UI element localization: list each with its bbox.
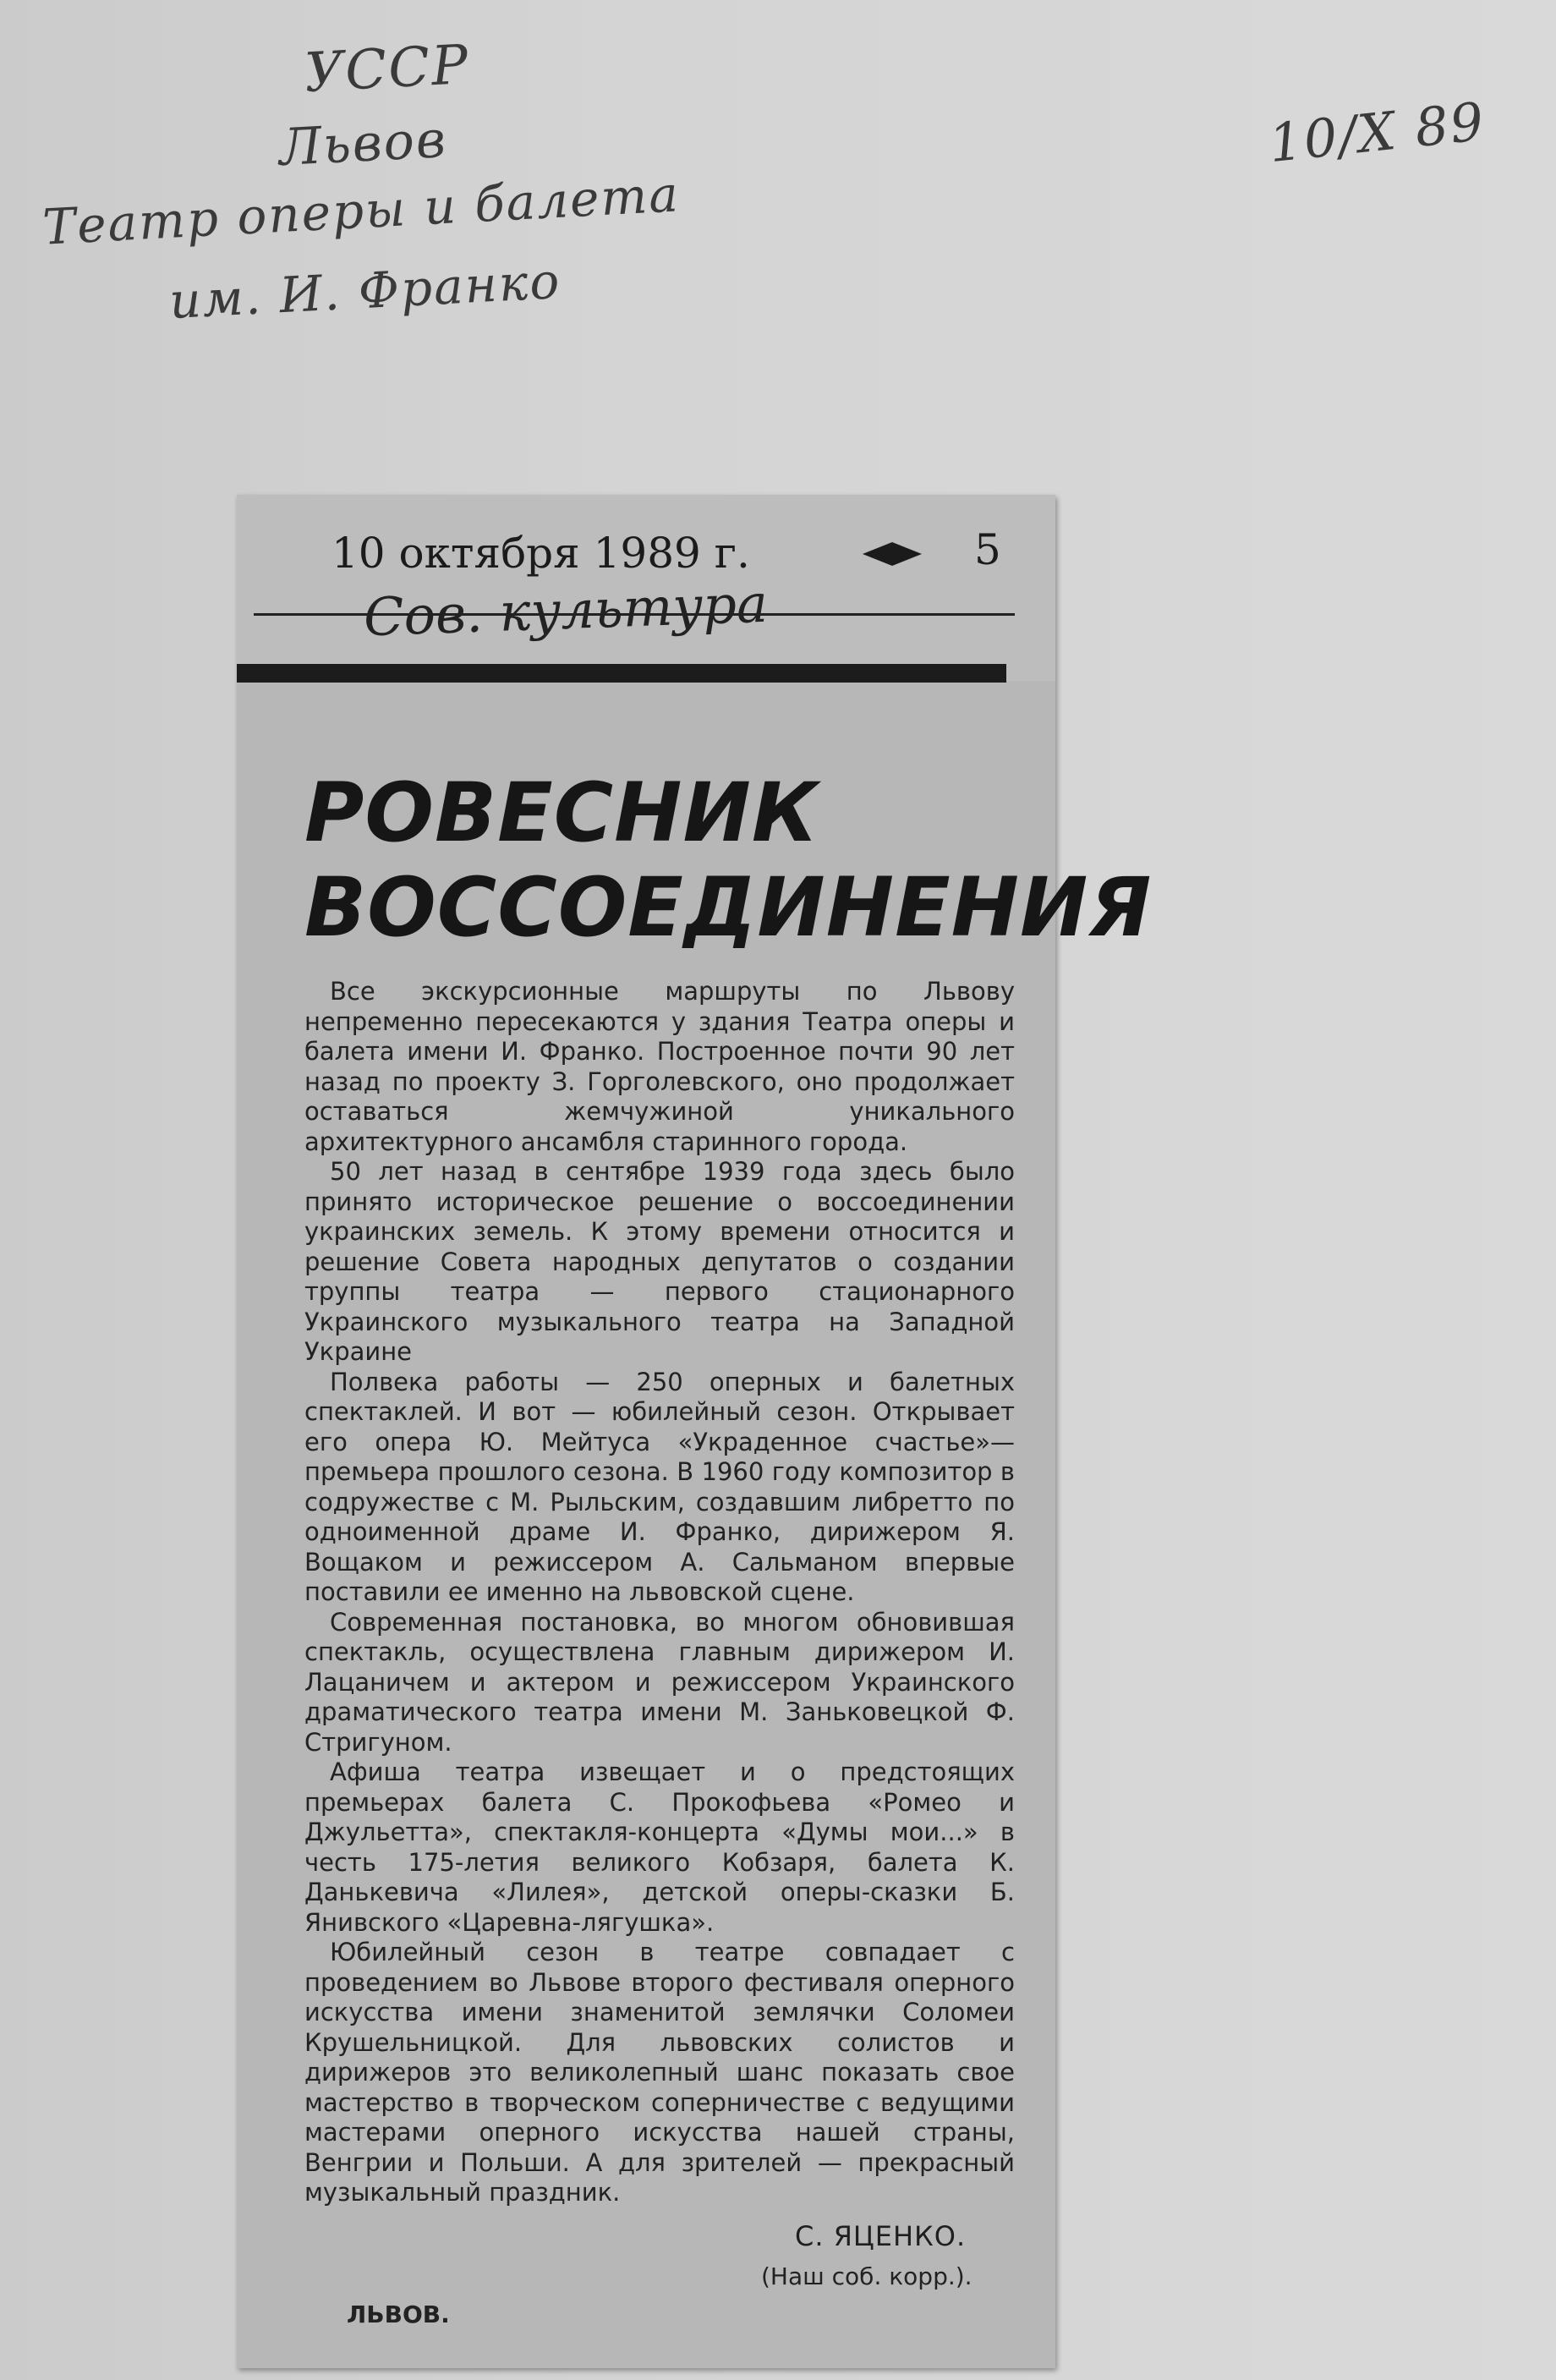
masthead-bar <box>237 664 1006 683</box>
author-note: (Наш соб. корр.). <box>761 2262 972 2290</box>
diamond-ornament-icon <box>863 542 922 566</box>
handwritten-note-theatre: Театр оперы и балета <box>41 165 682 256</box>
handwritten-date: 10/X 89 <box>1265 90 1488 175</box>
article-paragraph: Полвека работы — 250 оперных и балетных спектаклей. И вот — юбилейный сезон. Открывает его опера Ю. Мейтуса «Украденное счастье»— премьера прошлого сезона. В 1960 году композитор в содружестве с М. Рыльским, создавшим либретто по одноименной драме И. Франко, дирижером Я. Вощаком и режиссером А. Сальманом впервые поставили ее именно на львовской сцене. <box>304 1367 1015 1606</box>
article-paragraph: Все экскурсионные маршруты по Львову непременно пересекаются у здания Театра оперы и балета имени И. Франко. Построенное почти 90 лет назад по проекту З. Горголевского, оно продолжает оставаться жемчужиной уникального архитектурного ансамбля старинного города. <box>304 977 1015 1156</box>
newspaper-clipping <box>237 495 1153 2368</box>
handwritten-note-named: им. И. Франко <box>167 251 562 331</box>
article-dateline: ЛЬВОВ. <box>347 2300 450 2328</box>
handwritten-note-ussr: УССР <box>303 33 472 106</box>
page-number: 5 <box>974 525 1001 574</box>
article-paragraph: Афиша театра извещает и о предстоящих премьерах балета С. Прокофьева «Ромео и Джульетта», спектакля-концерта «Думы мои...» в честь 175-летия великого Кобзаря, балета К. Данькевича «Лилея», детской оперы-сказки Б. Янивского «Царевна-лягушка». <box>304 1758 1015 1937</box>
article-paragraph: Юбилейный сезон в театре совпадает с проведением во Львове второго фестиваля оперного искусства имени знаменитой землячки Соломеи Крушельницкой. Для львовских солистов и дирижеров это великолепный шанс показать свое мастерство в творческом соперничестве с ведущими мастерами оперного искусства нашей страны, Венгрии и Польши. А для зрителей — прекрасный музыкальный праздник. <box>304 1938 1015 2207</box>
handwritten-note-city: Львов <box>277 109 449 178</box>
article-paragraph: Современная постановка, во многом обновившая спектакль, осуществлена главным дирижером И. Лацаничем и актером и режиссером Украинского драматического театра имени М. Заньковецкой Ф. Стригуном. <box>304 1607 1015 1757</box>
headline-line-1: РОВЕСНИК <box>304 765 819 860</box>
article-paragraph: 50 лет назад в сентябре 1939 года здесь было принято историческое решение о воссоединении украинских земель. К этому времени относится и решение Совета народных депутатов о создании труппы театра — первого стационарного Украинского музыкального театра на Западной Украине <box>304 1157 1015 1366</box>
author-signature: С. ЯЦЕНКО. <box>795 2220 967 2252</box>
issue-date: 10 октября 1989 г. <box>331 529 750 578</box>
headline-line-2: ВОССОЕДИНЕНИЯ <box>304 860 1153 955</box>
article-body <box>304 977 1015 2208</box>
handwritten-source-note: Сов. культура <box>362 572 770 649</box>
article-headline <box>304 765 1152 955</box>
masthead <box>237 495 1055 681</box>
